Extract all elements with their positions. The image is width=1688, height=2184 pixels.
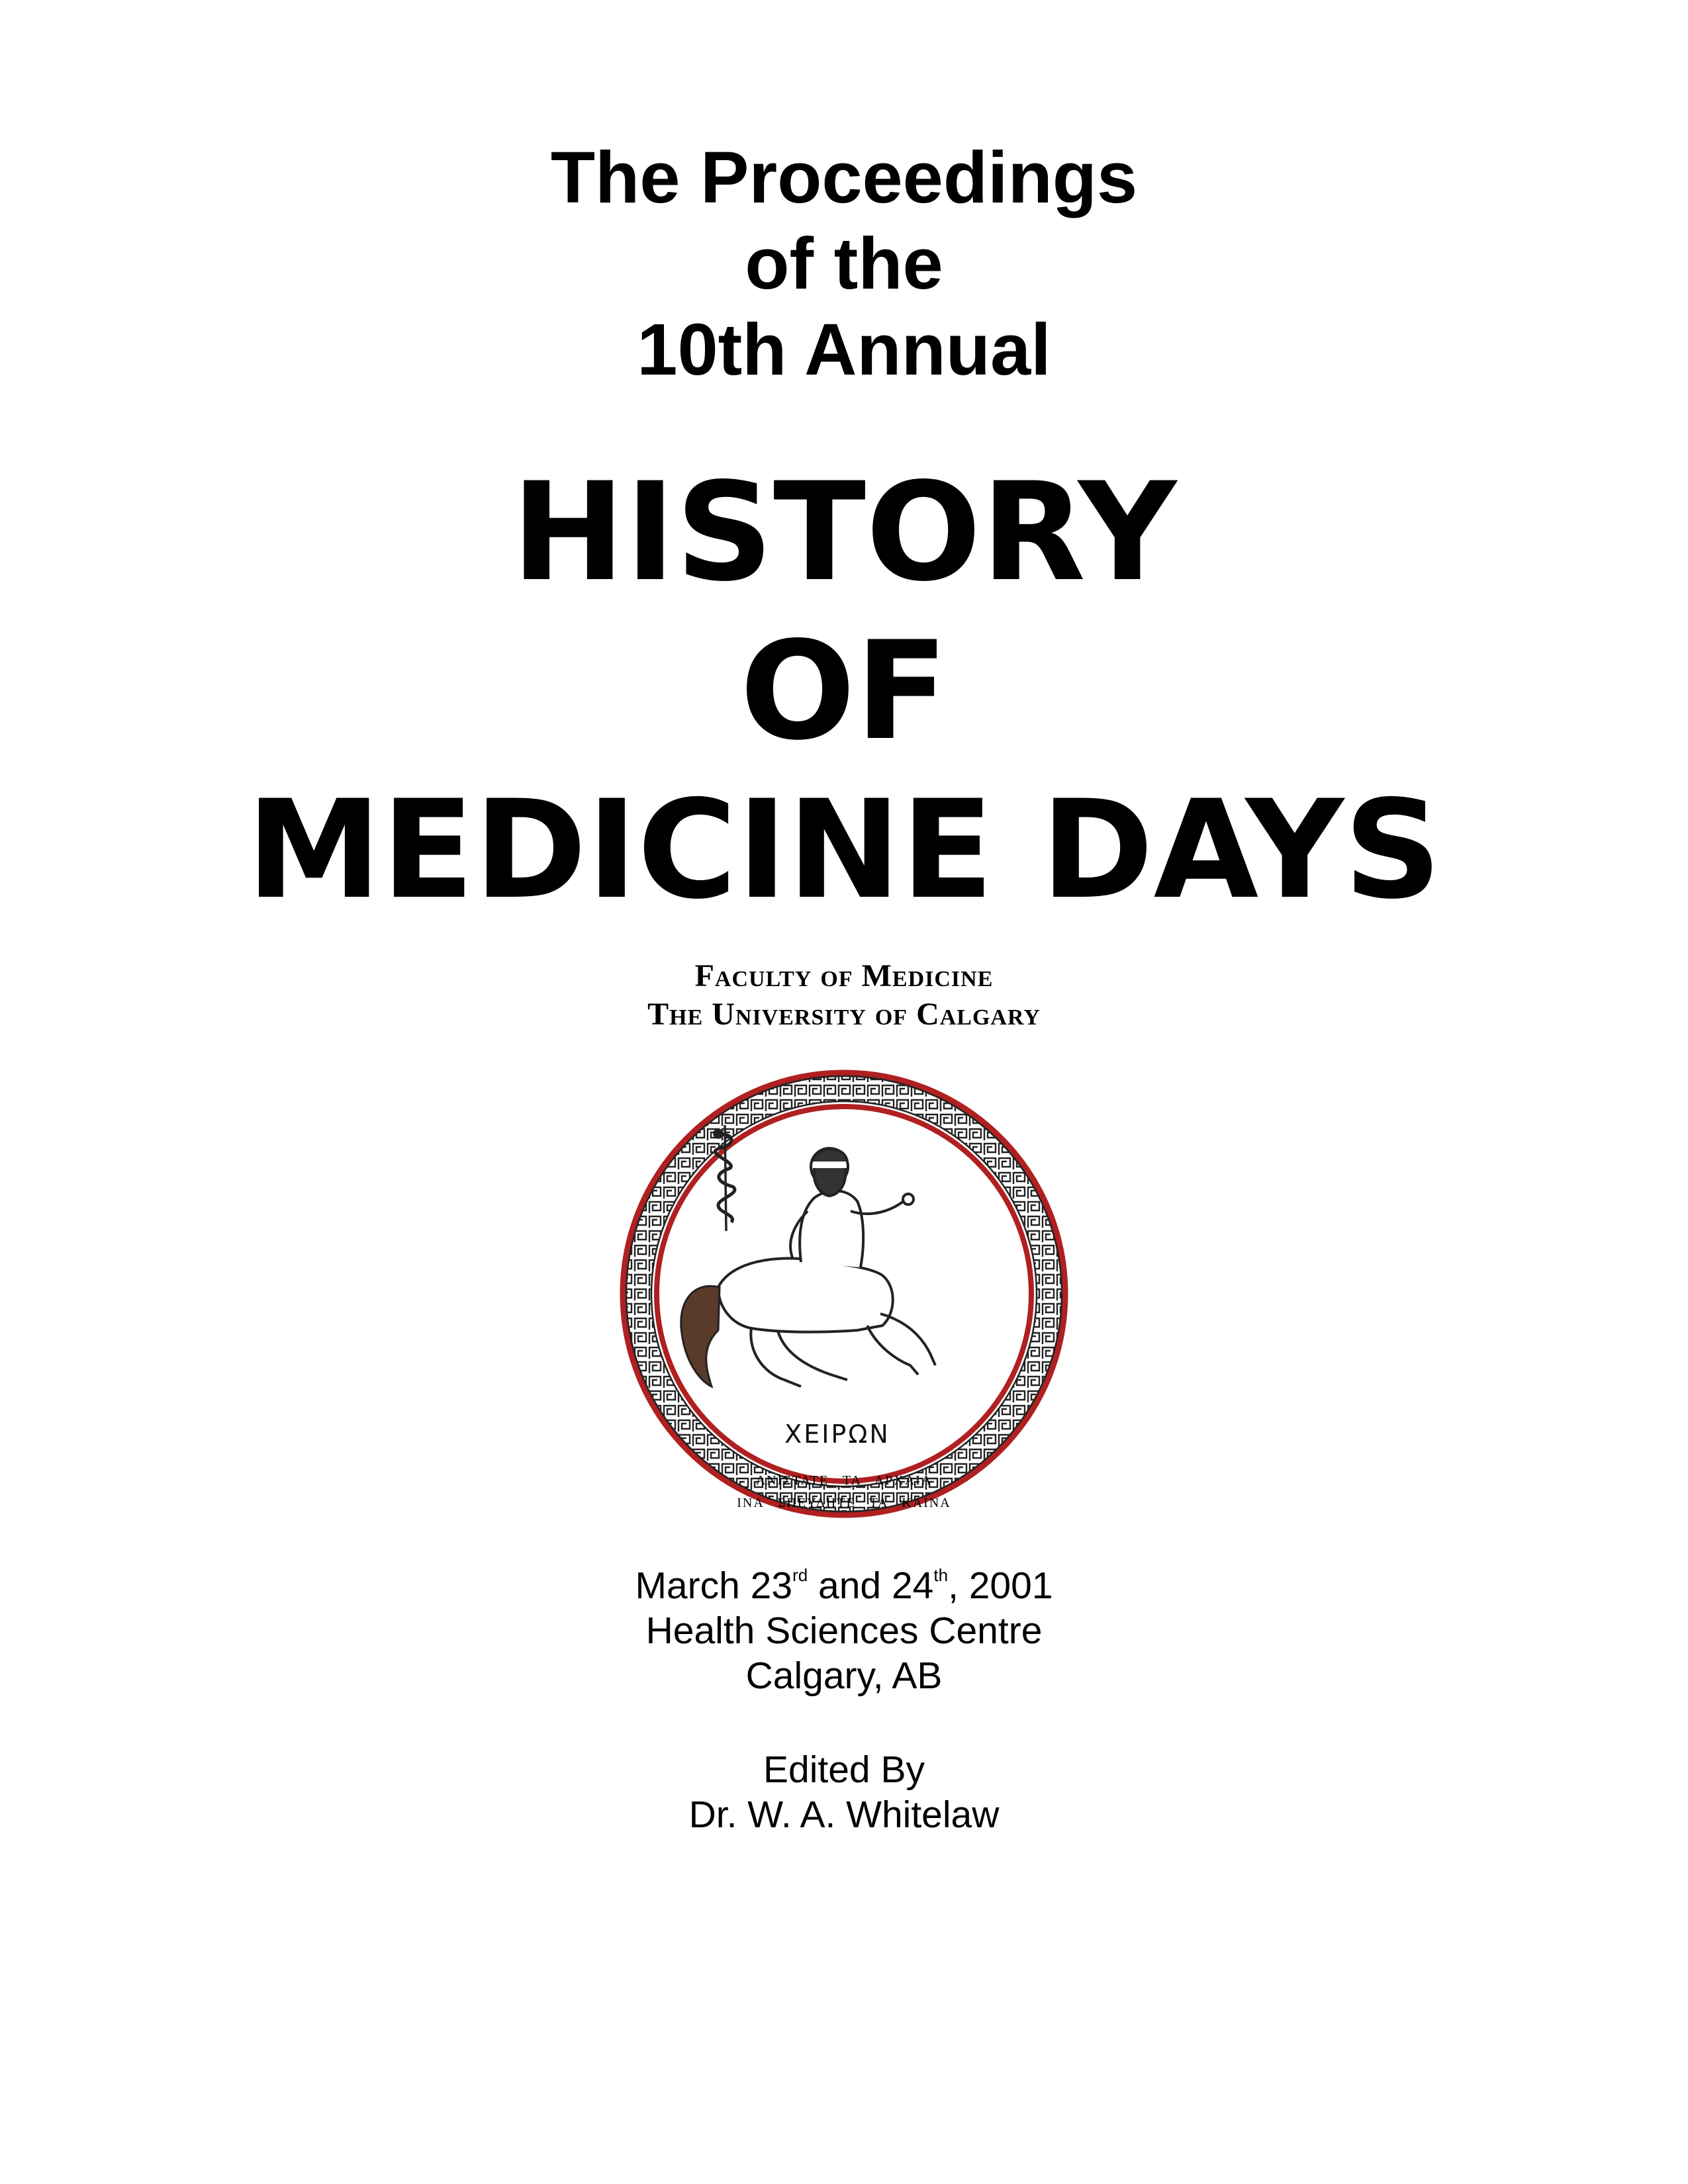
title-line-2: OF [739,613,949,770]
title-line-3: MEDICINE DAYS [246,772,1442,929]
intro-line-3: 10th Annual [637,309,1051,390]
event-city: Calgary, AB [745,1655,943,1697]
event-date: March 23rd and 24th, 2001 [635,1565,1053,1607]
editor-name: Dr. W. A. Whitelaw [688,1794,1000,1836]
event-venue: Health Sciences Centre [645,1610,1043,1652]
faculty-name: Faculty of Medicine [694,958,994,993]
intro-line-1: The Proceedings [550,137,1138,218]
university-name: The University of Calgary [647,997,1041,1032]
title-line-1: HISTORY [511,454,1177,612]
chiron-seal-logo [619,1069,1069,1519]
motto-line-2: ΙΝΑ ΣΠΕΥΔΗΤΕ ΤΑ ΚΑΙΝΑ [737,1496,951,1510]
motto-line-1: ΑΝΙΣΤΑΤΕ ΤΑ ΑΡΧΑΙΑ [755,1473,933,1488]
editor-label: Edited By [763,1749,925,1791]
seal-inscription: ΧΕΙΡΩΝ [784,1420,890,1449]
intro-line-2: of the [745,223,943,304]
